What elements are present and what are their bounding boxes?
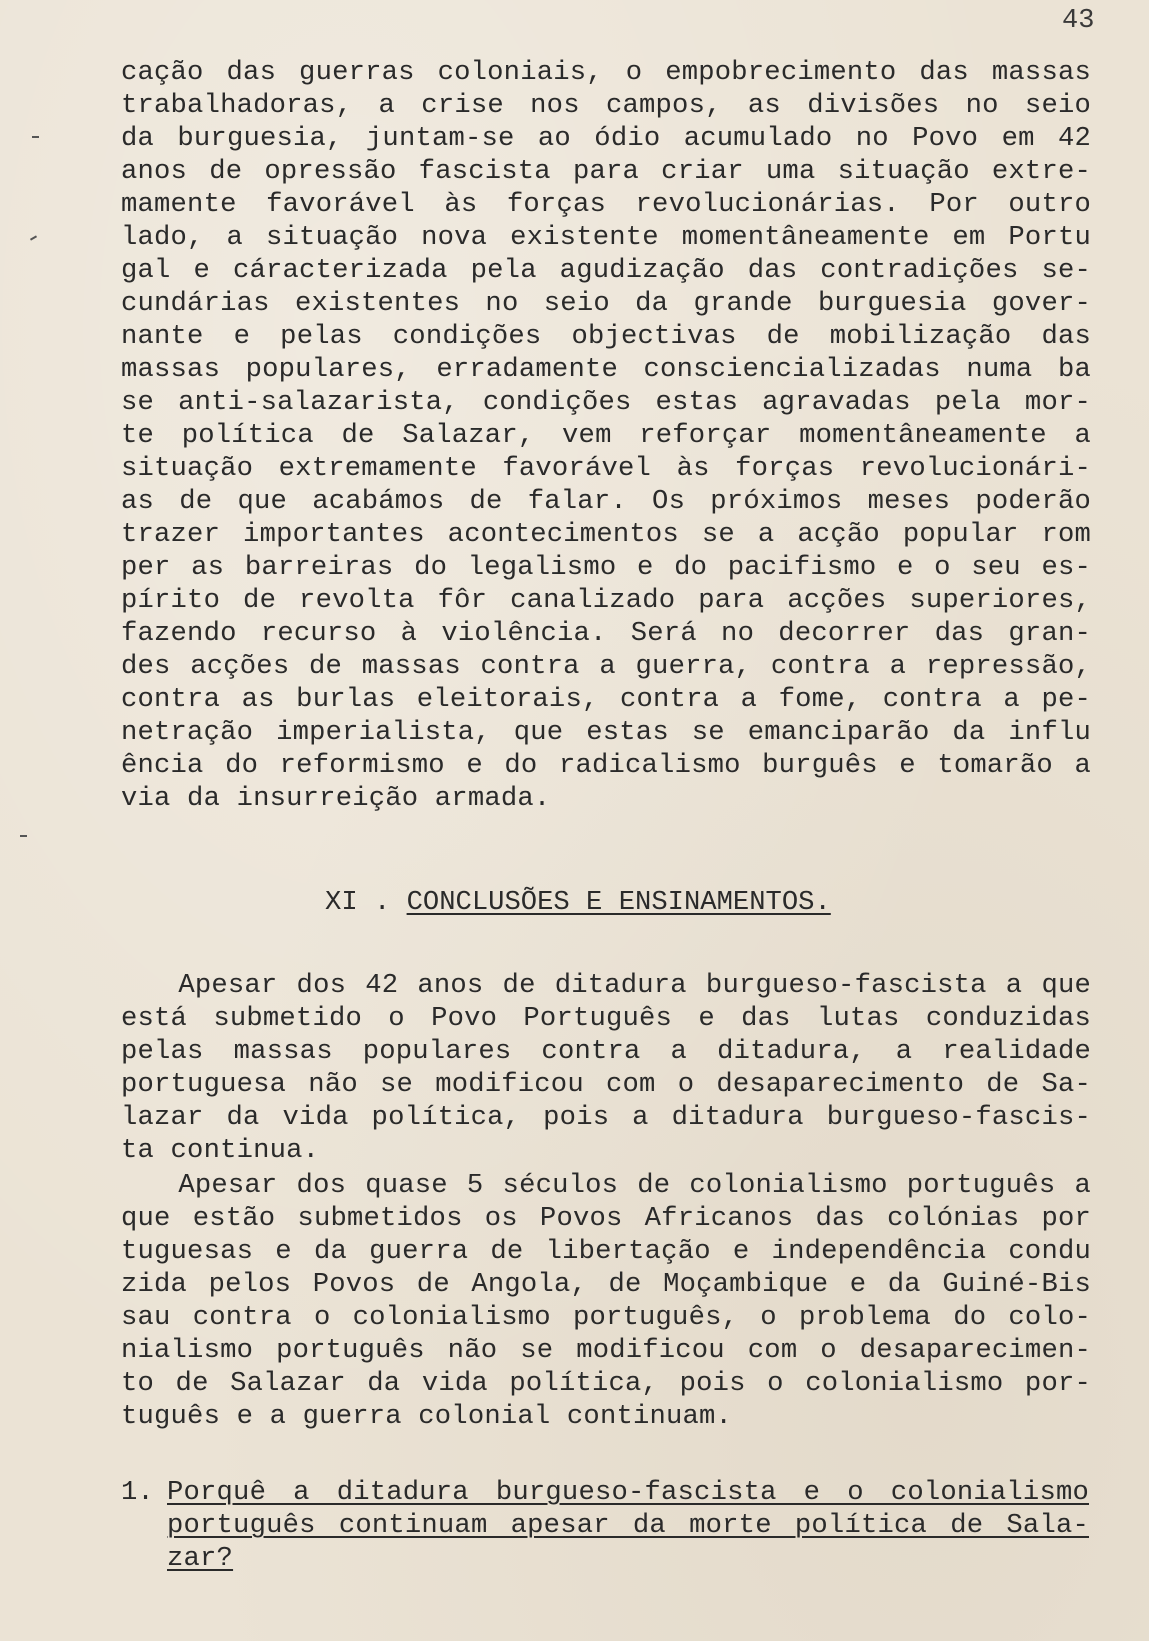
text-line: ta continua. bbox=[121, 1135, 320, 1166]
margin-mark bbox=[30, 235, 37, 240]
question-number: 1. bbox=[121, 1477, 154, 1508]
text-line: está submetido o Povo Português e das lutas conduzidas bbox=[121, 1003, 1091, 1034]
text-line: Apesar dos quase 5 séculos de colonialismo português a bbox=[121, 1170, 1091, 1201]
text-line: as de que acabámos de falar. Os próximos meses poderão bbox=[121, 486, 1091, 517]
text-line: pelas massas populares contra a ditadura, a realidade bbox=[121, 1036, 1091, 1067]
text-line: tuguês e a guerra colonial continuam. bbox=[121, 1401, 733, 1432]
text-line: pírito de revolta fôr canalizado para acções superiores, bbox=[121, 585, 1091, 616]
text-line: que estão submetidos os Povos Africanos das colónias por bbox=[121, 1203, 1091, 1234]
text-line: nialismo português não se modificou com o desaparecimen- bbox=[121, 1335, 1091, 1366]
text-line: te política de Salazar, vem reforçar momentâneamente a bbox=[121, 420, 1091, 451]
section-title: CONCLUSÕES E ENSINAMENTOS. bbox=[406, 887, 831, 918]
text-line: zida pelos Povos de Angola, de Moçambique e da Guiné-Bis bbox=[121, 1269, 1091, 1300]
text-line: massas populares, erradamente consciencializadas numa ba bbox=[121, 354, 1091, 385]
text-line: fazendo recurso à violência. Será no decorrer das gran- bbox=[121, 618, 1091, 649]
text-line: via da insurreição armada. bbox=[121, 783, 551, 814]
text-line: gal e cáracterizada pela agudização das contradições se- bbox=[121, 255, 1091, 286]
text-line: cação das guerras coloniais, o empobrecimento das massas bbox=[121, 57, 1091, 88]
text-line: mamente favorável às forças revolucionárias. Por outro bbox=[121, 189, 1091, 220]
text-line: per as barreiras do legalismo e do pacifismo e o seu es- bbox=[121, 552, 1091, 583]
section-heading bbox=[325, 886, 831, 919]
text-line: ência do reformismo e do radicalismo burguês e tomarão a bbox=[121, 750, 1091, 781]
text-line: sau contra o colonialismo português, o problema do colo- bbox=[121, 1302, 1091, 1333]
text-line: anos de opressão fascista para criar uma situação extre- bbox=[121, 156, 1091, 187]
text-line: nante e pelas condições objectivas de mobilização das bbox=[121, 321, 1091, 352]
question-line: zar? bbox=[167, 1543, 234, 1574]
text-line: portuguesa não se modificou com o desaparecimento de Sa- bbox=[121, 1069, 1091, 1100]
question-line: Porquê a ditadura burgueso-fascista e o colonialismo bbox=[167, 1477, 1089, 1508]
text-line: trabalhadoras, a crise nos campos, as divisões no seio bbox=[121, 90, 1091, 121]
question-line: português continuam apesar da morte política de Sala- bbox=[167, 1510, 1089, 1541]
text-line: lazar da vida política, pois a ditadura burgueso-fascis- bbox=[121, 1102, 1091, 1133]
text-line: des acções de massas contra a guerra, contra a repressão, bbox=[121, 651, 1091, 682]
text-line: contra as burlas eleitorais, contra a fome, contra a pe- bbox=[121, 684, 1091, 715]
text-line: da burguesia, juntam-se ao ódio acumulado no Povo em 42 bbox=[121, 123, 1091, 154]
margin-mark bbox=[32, 136, 39, 138]
text-line: trazer importantes acontecimentos se a acção popular rom bbox=[121, 519, 1091, 550]
text-line: cundárias existentes no seio da grande burguesia gover- bbox=[121, 288, 1091, 319]
text-line: Apesar dos 42 anos de ditadura burgueso-fascista a que bbox=[121, 970, 1091, 1001]
section-number: XI . bbox=[325, 887, 391, 918]
text-line: netração imperialista, que estas se emanciparão da influ bbox=[121, 717, 1091, 748]
text-line: se anti-salazarista, condições estas agravadas pela mor- bbox=[121, 387, 1091, 418]
text-line: lado, a situação nova existente momentâneamente em Portu bbox=[121, 222, 1091, 253]
text-line: tuguesas e da guerra de libertação e independência condu bbox=[121, 1236, 1091, 1267]
text-line: situação extremamente favorável às forças revolucionári- bbox=[121, 453, 1091, 484]
page-number: 43 bbox=[1062, 6, 1095, 36]
text-line: to de Salazar da vida política, pois o colonialismo por- bbox=[121, 1368, 1091, 1399]
margin-mark bbox=[20, 835, 27, 837]
